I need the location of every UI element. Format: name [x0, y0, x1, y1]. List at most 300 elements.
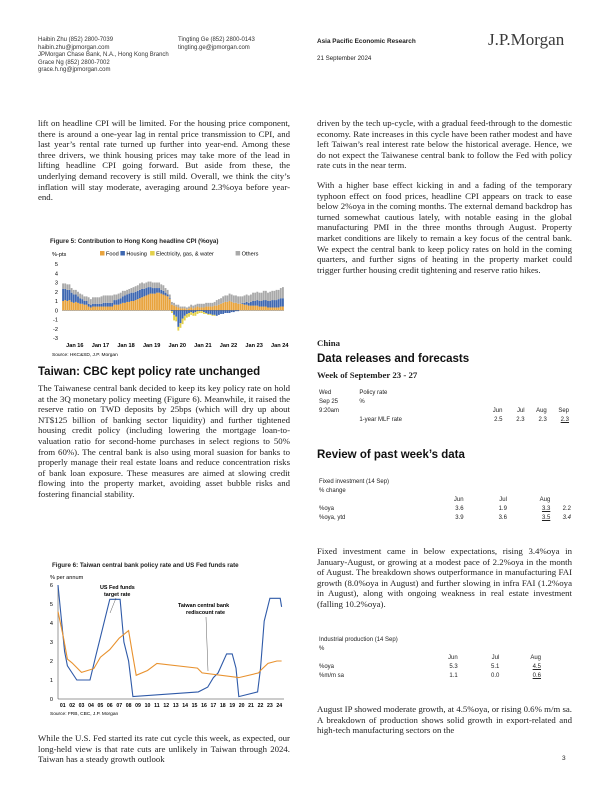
legend-label: Food [106, 251, 119, 258]
x-tick-label: 10 [144, 703, 151, 709]
bar-segment [203, 312, 205, 314]
review-heading: Review of past week’s data [317, 449, 465, 461]
bar-segment [122, 296, 124, 302]
bar-segment [254, 293, 256, 301]
actual-cell: 2.2 [562, 505, 571, 512]
bar-segment [209, 310, 211, 314]
bar-segment [130, 301, 132, 310]
bar-segment [71, 288, 73, 293]
legend-swatch [150, 251, 155, 256]
bar-segment [180, 323, 182, 328]
ip-paragraph [317, 704, 572, 742]
x-tick-label: 12 [163, 703, 170, 709]
bar-segment [167, 296, 169, 310]
ip-table [319, 635, 541, 680]
bar-segment [94, 304, 96, 307]
legend-swatch [120, 251, 125, 256]
release-day: Wed [319, 389, 332, 396]
forecast-cell [499, 662, 541, 671]
bar-segment [83, 296, 85, 301]
fai-table [319, 477, 571, 522]
bar-segment [259, 307, 261, 311]
release-date: Sep 25 [319, 398, 339, 405]
annotation-line: Taiwan central bank [178, 603, 230, 609]
paragraph: While the U.S. Fed started its rate cut cycle this week, as expected, our long-held view is that rate cuts are unlikely in Taiwan through 2024. Taiwan has a steady growth outlook [38, 733, 290, 765]
release-table [319, 388, 569, 424]
bar-segment [207, 303, 209, 307]
bar-segment [158, 288, 160, 293]
column-header: Jul [516, 407, 525, 414]
bar-segment [69, 290, 71, 300]
y-tick-label: 1 [54, 299, 58, 305]
bar-segment [280, 307, 282, 311]
annotation-taiwan-cb [178, 603, 229, 616]
bar-segment [101, 304, 103, 307]
taiwan-paragraph [38, 383, 290, 506]
forecast-cell [507, 504, 550, 513]
bar-segment [280, 298, 282, 306]
legend-label: Housing [126, 251, 147, 258]
table-title: Industrial production (14 Sep) [319, 636, 398, 643]
bar-segment [192, 310, 194, 313]
bar-segment [278, 307, 280, 310]
hk-cpi-contribution-chart [38, 248, 290, 360]
bar-segment [90, 305, 92, 308]
bar-segment [116, 295, 118, 301]
column-header: Jun [448, 654, 458, 661]
bar-segment [77, 303, 79, 310]
x-tick-label: 04 [88, 703, 94, 709]
bar-segment [124, 295, 126, 302]
bar-segment [141, 289, 143, 297]
analyst-name: Grace Ng (852) 2800-7002 [38, 59, 110, 66]
annotation-line: target rate [104, 592, 131, 598]
bar-segment [156, 283, 158, 289]
bar-segment [220, 310, 222, 314]
bar-segment [205, 307, 207, 311]
bar-segment [62, 283, 64, 289]
bar-segment [116, 305, 118, 311]
y-tick-label: 1 [49, 678, 53, 684]
x-tick-label: Jan 23 [245, 343, 263, 349]
x-tick-label: 18 [219, 703, 226, 709]
column-header: Aug [536, 407, 547, 414]
x-tick-label: 11 [154, 703, 160, 709]
legend-label: Others [241, 251, 259, 258]
bar-segment [83, 305, 85, 311]
bar-segment [169, 298, 171, 299]
bar-segment [145, 283, 147, 289]
bar-segment [276, 307, 278, 310]
bar-segment [278, 299, 280, 307]
bar-segment [209, 314, 211, 315]
bar-segment [212, 315, 214, 316]
bar-segment [105, 303, 107, 307]
x-tick-label: 08 [125, 703, 132, 709]
bar-segment [203, 307, 205, 310]
bar-segment [148, 287, 150, 294]
release-time: 9:20am [319, 407, 340, 414]
bar-segment [239, 296, 241, 303]
bar-segment [169, 299, 171, 310]
bar-segment [194, 307, 196, 310]
x-tick-label: 15 [191, 703, 198, 709]
bar-segment [241, 304, 243, 310]
legend-label: Electricity, gas, & water [156, 251, 214, 258]
bar-segment [64, 300, 66, 310]
bar-segment [246, 305, 248, 311]
figure-5 [38, 238, 290, 358]
bar-segment [135, 300, 137, 310]
bar-segment [184, 310, 186, 316]
bar-segment [152, 283, 154, 289]
bar-segment [237, 296, 239, 303]
bar-segment [143, 296, 145, 310]
bar-segment [199, 311, 201, 313]
left-intro-paragraph [38, 118, 290, 209]
analyst-affiliation: JPMorgan Chase Bank, N.A., Hong Kong Branch [38, 52, 169, 59]
bar-segment [220, 304, 222, 310]
bar-segment [190, 310, 192, 312]
bar-segment [205, 313, 207, 314]
bar-segment [248, 306, 250, 311]
analyst-email-link[interactable]: grace.h.ng@jpmorgan.com [38, 67, 111, 74]
y-tick-label: -2 [53, 326, 58, 333]
bar-segment [244, 295, 246, 302]
bar-segment [186, 307, 188, 309]
bar-segment [79, 298, 81, 304]
bar-segment [143, 289, 145, 296]
bar-segment [103, 303, 105, 307]
bar-segment [212, 307, 214, 311]
bar-segment [184, 307, 186, 309]
bar-segment [252, 301, 254, 306]
bar-segment [62, 301, 64, 310]
bar-segment [107, 303, 109, 307]
bar-segment [126, 302, 128, 310]
bar-segment [105, 295, 107, 302]
bar-segment [237, 310, 239, 311]
row-label: %oya [319, 663, 335, 670]
bar-segment [107, 295, 109, 302]
x-tick-label: 21 [248, 703, 254, 709]
bar-segment [224, 302, 226, 310]
row-label: %m/m sa [319, 672, 345, 679]
bar-segment [124, 291, 126, 296]
bar-segment [101, 296, 103, 303]
table-cell: 1.1 [449, 672, 458, 679]
bar-segment [175, 305, 177, 307]
column-header: Jul [499, 496, 507, 503]
bar-segment [267, 293, 269, 301]
annotation-pointer [206, 617, 208, 671]
column-header: Jun [492, 407, 503, 414]
chart-source: Source: HKC&SD, J.P. Morgan [52, 353, 118, 358]
bar-segment [203, 310, 205, 312]
bar-segment [113, 295, 115, 301]
bar-segment [265, 307, 267, 311]
bar-segment [94, 307, 96, 311]
y-tick-label: 4 [54, 271, 58, 278]
bar-segment [182, 319, 184, 325]
bar-segment [188, 307, 190, 309]
table-title: Fixed investment (14 Sep) [319, 478, 390, 485]
bar-segment [101, 307, 103, 311]
bar-segment [271, 307, 273, 310]
bar-segment [216, 310, 218, 316]
bar-segment [133, 301, 135, 310]
bar-segment [273, 291, 275, 300]
bar-segment [246, 302, 248, 305]
bar-segment [273, 307, 275, 310]
bar-segment [162, 291, 164, 295]
bar-segment [227, 295, 229, 301]
bar-segment [173, 303, 175, 306]
bar-segment [263, 300, 265, 306]
forecast-value: 4.5 [532, 663, 541, 670]
forecast-value: 0.6 [532, 672, 541, 679]
bar-segment [233, 303, 235, 310]
bar-segment [150, 287, 152, 293]
report-title: Asia Pacific Economic Research [317, 38, 416, 45]
analyst-block-right [178, 37, 298, 52]
bar-segment [201, 310, 203, 311]
bar-segment [94, 297, 96, 303]
bar-segment [86, 305, 88, 311]
bar-segment [177, 310, 179, 327]
bar-segment [192, 313, 194, 316]
bar-segment [133, 287, 135, 293]
bar-segment [130, 288, 132, 293]
bar-segment [267, 307, 269, 310]
bar-segment [186, 309, 188, 310]
forecast-cell: 2.3 [560, 416, 569, 423]
y-tick-label: 3 [54, 280, 58, 287]
bar-segment [241, 296, 243, 302]
bar-segment [265, 291, 267, 300]
figure-title: Figure 6: Taiwan central bank policy rate and US Fed funds rate [52, 562, 239, 569]
y-tick-label: -3 [53, 336, 58, 342]
bar-segment [250, 295, 252, 302]
row-label: %oya, ytd [319, 514, 346, 521]
analyst-name: Tingting Ge (852) 2800-0143 [178, 37, 255, 43]
bar-segment [218, 305, 220, 311]
bar-segment [190, 312, 192, 315]
bar-segment [105, 307, 107, 311]
x-tick-label: 20 [238, 703, 245, 709]
y-tick-label: 2 [49, 659, 53, 665]
table-unit: % [319, 645, 325, 652]
bar-segment [201, 311, 203, 313]
row-label: %oya [319, 505, 335, 512]
bar-segment [139, 283, 141, 289]
y-tick-label: 5 [49, 602, 53, 608]
bar-segment [222, 296, 224, 302]
y-tick-label: 3 [49, 640, 53, 646]
bar-segment [130, 293, 132, 301]
bar-segment [207, 314, 209, 315]
bar-segment [167, 295, 169, 297]
bar-segment [235, 295, 237, 302]
bar-segment [256, 300, 258, 306]
bar-segment [75, 295, 77, 302]
bar-segment [71, 293, 73, 302]
bar-segment [186, 314, 188, 318]
bar-segment [169, 295, 171, 299]
bar-segment [216, 300, 218, 306]
bar-segment [154, 288, 156, 294]
bar-segment [246, 295, 248, 302]
analyst-email-link[interactable]: tingting.ge@jpmorgan.com [178, 44, 250, 51]
bar-segment [171, 311, 173, 313]
bar-segment [184, 316, 186, 321]
bar-segment [256, 292, 258, 300]
annotation-line: US Fed funds [100, 585, 135, 591]
bar-segment [256, 306, 258, 311]
bar-segment [194, 312, 196, 316]
bar-segment [92, 307, 94, 311]
bar-segment [160, 294, 162, 311]
bar-segment [113, 300, 115, 305]
bar-segment [188, 310, 190, 313]
bar-segment [263, 291, 265, 300]
bar-segment [233, 295, 235, 302]
bar-segment [190, 307, 192, 310]
table-unit: % change [319, 487, 346, 494]
bar-segment [199, 310, 201, 311]
bar-segment [173, 310, 175, 315]
bar-segment [118, 299, 120, 305]
x-tick-label: 17 [210, 703, 217, 709]
bar-segment [81, 295, 83, 300]
bar-segment [150, 282, 152, 288]
annotation-line: rediscount rate [186, 610, 225, 616]
bar-segment [282, 287, 284, 298]
bar-segment [261, 301, 263, 307]
paragraph: August IP showed moderate growth, at 4.5%oya, or rising 0.6% m/m sa. A breakdown of production shows solid growth in export-related and high-tech manufacturing sectors on the [317, 704, 572, 736]
bar-segment [107, 307, 109, 311]
x-tick-label: Jan 18 [117, 343, 135, 349]
bar-segment [152, 294, 154, 311]
bar-segment [148, 282, 150, 288]
bar-segment [128, 294, 130, 302]
bar-segment [62, 289, 64, 301]
bar-segment [233, 310, 235, 312]
bar-segment [118, 294, 120, 300]
bar-segment [201, 304, 203, 308]
bar-segment [175, 310, 177, 316]
bar-segment [135, 292, 137, 300]
bar-segment [271, 300, 273, 307]
bar-segment [120, 304, 122, 310]
bar-segment [267, 301, 269, 307]
bar-segment [263, 307, 265, 311]
table-cell: 0.0 [490, 672, 500, 679]
x-tick-label: 02 [69, 703, 76, 709]
annotation-us-fed [100, 585, 135, 598]
bar-segment [98, 304, 100, 307]
bar-segment [197, 310, 199, 311]
bar-segment [103, 307, 105, 311]
bar-segment [135, 286, 137, 292]
x-tick-label: 06 [106, 703, 113, 709]
bar-segment [81, 299, 83, 304]
table-cell: 2.3 [516, 416, 525, 423]
x-tick-label: 05 [97, 703, 104, 709]
unit-label: % per annum [50, 575, 84, 581]
x-tick-label: Jan 21 [194, 343, 212, 349]
bar-segment [190, 305, 192, 308]
column-header: Jul [491, 654, 500, 661]
bar-segment [156, 293, 158, 311]
bar-segment [165, 295, 167, 310]
bar-segment [113, 305, 115, 311]
x-tick-label: 16 [201, 703, 207, 709]
bar-segment [96, 304, 98, 307]
release-indicator: Policy rate [359, 389, 388, 396]
analyst-email-link[interactable]: haibin.zhu@jpmorgan.com [38, 44, 110, 51]
chart-source: Source: FRB, CBC, J.P. Morgan [50, 712, 119, 717]
bar-segment [75, 290, 77, 295]
bar-segment [250, 306, 252, 311]
bar-segment [192, 306, 194, 309]
bar-segment [124, 303, 126, 310]
china-label: China [317, 338, 340, 348]
bar-segment [90, 299, 92, 305]
table-cell: 5.3 [449, 663, 458, 670]
bar-segment [282, 307, 284, 311]
bar-segment [66, 284, 68, 290]
bar-segment [201, 307, 203, 310]
annotation-pointer [110, 598, 116, 613]
x-tick-label: 13 [172, 703, 179, 709]
bar-segment [90, 307, 92, 310]
bar-segment [69, 300, 71, 310]
bar-segment [276, 300, 278, 307]
bar-segment [173, 315, 175, 321]
bar-segment [165, 293, 167, 296]
legend-swatch [100, 251, 105, 256]
bar-segment [88, 304, 90, 307]
bar-segment [197, 311, 199, 314]
bar-segment [98, 297, 100, 303]
bar-segment [73, 290, 75, 295]
bar-segment [216, 306, 218, 311]
bar-segment [156, 288, 158, 293]
bar-segment [237, 304, 239, 310]
x-tick-label: Jan 22 [219, 343, 238, 349]
bar-segment [154, 283, 156, 289]
week-label: Week of September 23 - 27 [317, 370, 418, 380]
bar-segment [244, 303, 246, 305]
column-header: Sep [558, 407, 569, 414]
bar-segment [137, 299, 139, 310]
bar-segment [160, 290, 162, 294]
releases-heading: Data releases and forecasts [317, 353, 470, 365]
bar-segment [278, 290, 280, 299]
bar-segment [184, 308, 186, 310]
forecast-value: 3.5 [541, 514, 551, 521]
x-tick-label: 23 [266, 703, 273, 709]
x-tick-label: 03 [78, 703, 85, 709]
bar-segment [227, 310, 229, 313]
bar-segment [152, 288, 154, 294]
fai-paragraph [317, 546, 572, 616]
bar-segment [197, 304, 199, 307]
bar-segment [235, 310, 237, 311]
table-cell: 2.5 [494, 416, 503, 423]
bar-segment [231, 310, 233, 312]
